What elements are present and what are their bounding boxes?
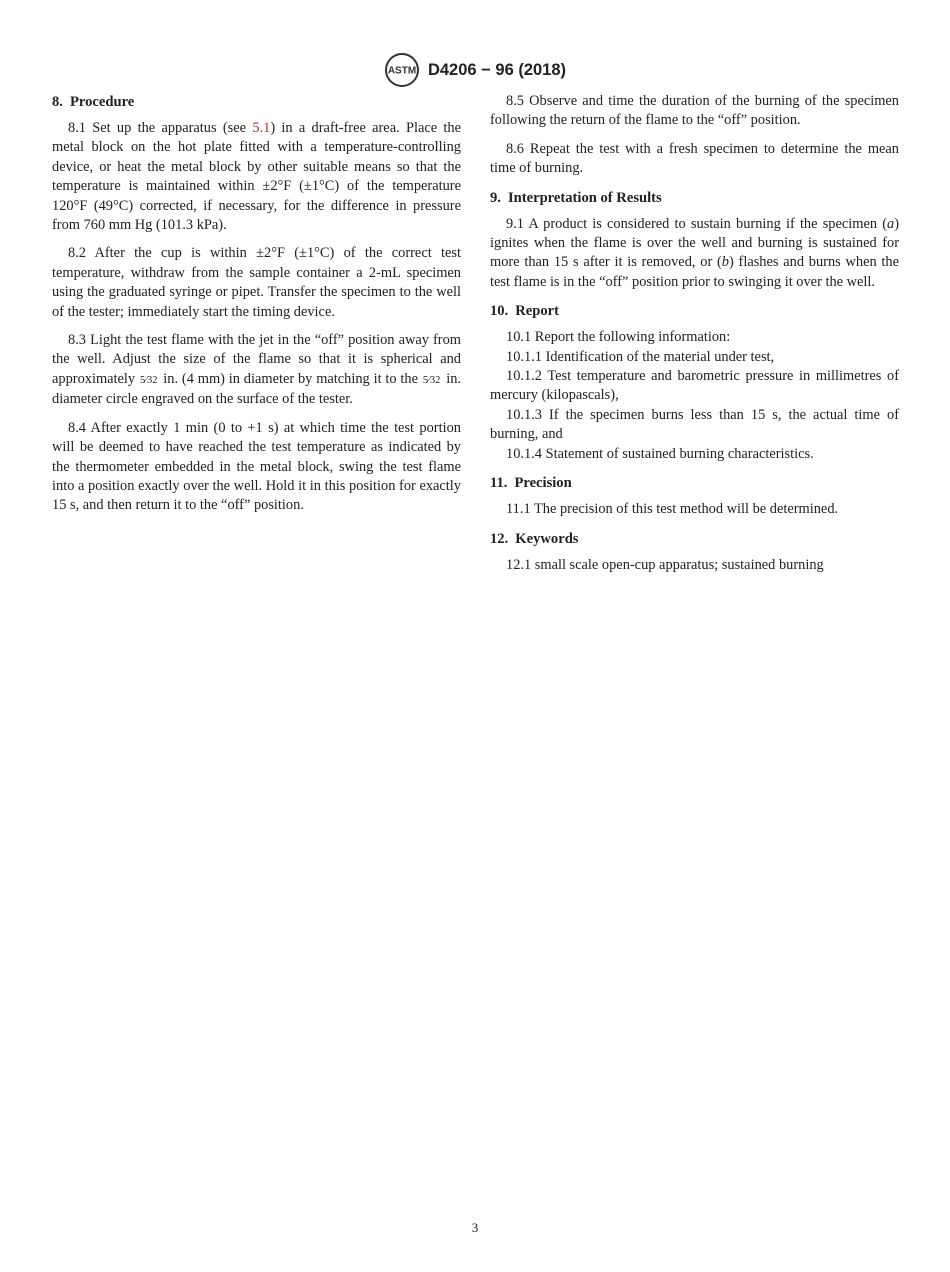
section-number: 11. [490, 475, 508, 492]
paragraph-text: 9.1 A product is considered to sustain burning if the specimen ( [506, 215, 887, 232]
paragraph-10-1-1: 10.1.1 Identification of the material under test, [506, 348, 775, 365]
section-title: Keywords [515, 530, 579, 547]
section-heading-report [490, 301, 899, 321]
paragraph-text: in. (4 mm) in diameter by matching it to the [159, 370, 422, 387]
fraction: 5⁄32 [139, 374, 158, 386]
section-heading-procedure [52, 92, 461, 112]
paragraph-10-1-2: 10.1.2 Test temperature and barometric pressure in millimetres of mercury (kilopascals), [490, 368, 899, 404]
right-column [490, 92, 899, 584]
section-heading-interpretation [490, 188, 899, 208]
paragraph-8-2: 8.2 After the cup is within ±2°F (±1°C) of the correct test temperature, withdraw from the sample container a 2-mL specimen using the graduated syringe or pipet. Transfer the specimen to the well of the tester; immediately start the timing device. [52, 245, 461, 320]
paragraph-10-1-3: 10.1.3 If the specimen burns less than 15 s, the actual time of burning, and [490, 406, 899, 443]
paragraph-8-3 [52, 331, 461, 410]
page-number: 3 [471, 1220, 479, 1235]
section-number: 10. [490, 303, 509, 320]
section-title: Procedure [69, 94, 135, 110]
paragraph-text: 8.1 Set up the apparatus (see [68, 120, 253, 136]
paragraph-text: ) in a draft-free area. Place the metal block on the hot plate fitted with a temperature-controlling device, or heat the metal block by other suitable means so that the temperature is maintained within ±2°F (±1°C) of the temperature 120°F (49°C) corrected, if necessary, for the difference in pressure from 760 mm Hg (101.3 kPa). [52, 120, 461, 234]
paragraph-text: 8.3 Light the test flame with the jet in the “off” position away from the well. Adjust the size of the flame so that it is spherical and approximately [52, 332, 461, 387]
section-number: 12. [490, 530, 509, 547]
fraction: 5⁄32 [422, 374, 441, 386]
paragraph-10-1: 10.1 Report the following information: [506, 329, 731, 346]
paragraph-10-1-4: 10.1.4 Statement of sustained burning characteristics. [506, 445, 814, 462]
paragraph-text: ) ignites when the flame is over the well and burning is sustained for more than 15 s after it is removed, or ( [490, 215, 899, 271]
astm-logo-text: ASTM [387, 65, 417, 77]
paragraph-8-6: 8.6 Repeat the test with a fresh specimen to determine the mean time of burning. [490, 140, 899, 177]
page-header [0, 52, 950, 88]
paragraph-8-5: 8.5 Observe and time the duration of the burning of the specimen following the return of the flame to the “off” position. [490, 93, 899, 129]
paragraph-11-1: 11.1 The precision of this test method will be determined. [506, 501, 839, 518]
section-number: 9. [490, 189, 501, 206]
italic-letter: b [721, 254, 729, 271]
section-number: 8. [52, 94, 63, 110]
astm-logo-icon [384, 52, 420, 88]
italic-letter: a [887, 215, 895, 232]
section-title: Report [515, 303, 560, 320]
paragraph-12-1: 12.1 small scale open-cup apparatus; sustained burning [506, 556, 824, 573]
document-designation: D4206 − 96 (2018) [427, 60, 567, 79]
paragraph-text: in. diameter circle engraved on the surface of the tester. [52, 370, 462, 408]
paragraph-text: ) flashes and burns when the test flame is in the “off” position prior to swinging it over the well. [490, 254, 900, 290]
paragraph-8-4: 8.4 After exactly 1 min (0 to +1 s) at which time the test portion will be deemed to have reached the test temperature as indicated by the thermometer embedded in the metal block, swing the test flame into a position exactly over the well. Hold it in this position for exactly 15 s, and then return it to the “off” position. [52, 419, 461, 514]
reference-link-5-1[interactable]: 5.1 [252, 120, 271, 136]
paragraph-9-1 [490, 215, 899, 293]
left-column [52, 92, 461, 525]
paragraph-8-1 [52, 119, 461, 235]
section-title: Precision [514, 475, 572, 492]
section-heading-precision [490, 473, 899, 493]
section-title: Interpretation of Results [507, 189, 662, 206]
section-heading-keywords [490, 529, 899, 549]
